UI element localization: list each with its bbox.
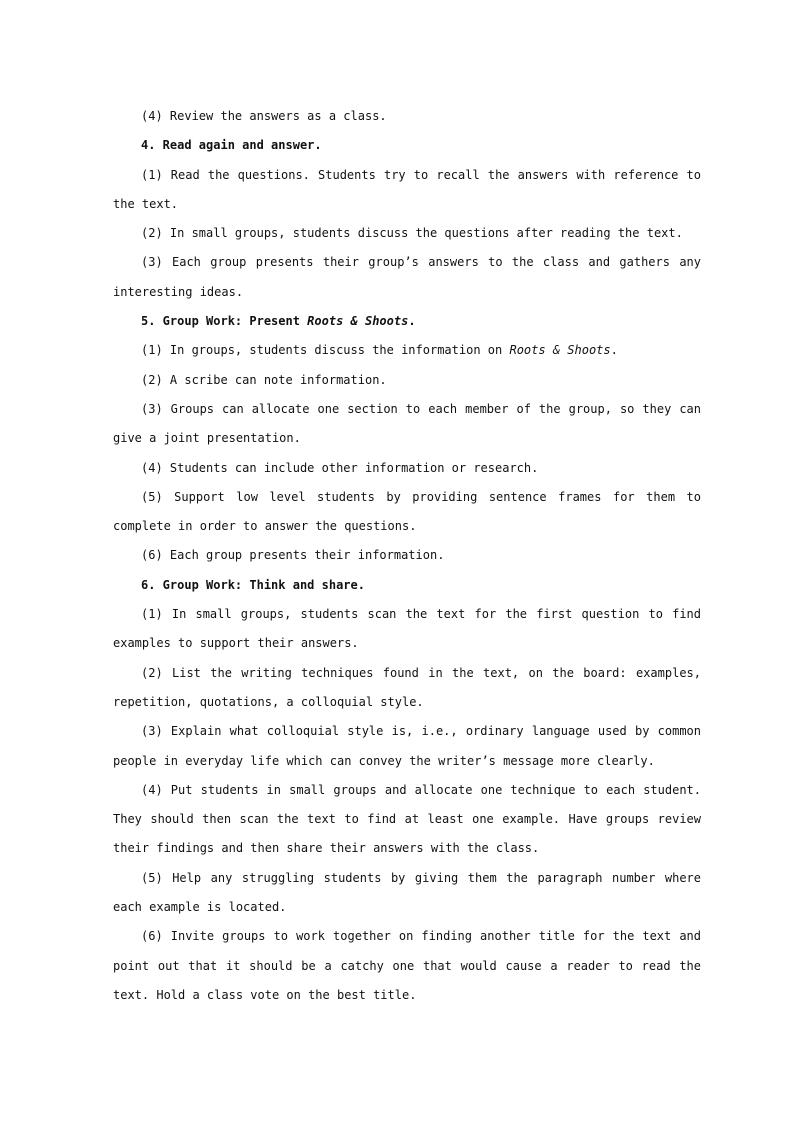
paragraph-scribe: (2) A scribe can note information. [141,372,387,387]
paragraph-period: . [610,343,618,358]
heading-period: . [408,314,416,329]
paragraph-review-answers: (4) Review the answers as a class. [141,109,387,123]
document-body [113,102,701,1010]
section-heading-think-share: 6. Group Work: Think and share. [141,577,365,592]
paragraph-other-information: (4) Students can include other information or research. [141,460,539,475]
paragraph-small-groups-discuss: (2) In small groups, students discuss the questions after reading the text. [141,226,683,241]
paragraph-group-presents: (3) Each group presents their group’s answers to the class and gathers any interesting ideas. [113,255,701,299]
paragraph-each-group-presents: (6) Each group presents their information. [141,548,445,563]
paragraph-italic-title: Roots & Shoots [509,343,611,358]
paragraph-read-questions: (1) Read the questions. Students try to recall the answers with reference to the text. [113,167,701,211]
paragraph-allocate-technique: (4) Put students in small groups and allocate one technique to each student. They should then scan the text to find at least one example. Have groups review their findings and then share their answers with the class. [113,782,701,856]
paragraph-support-low-level: (5) Support low level students by providing sentence frames for them to complete in order to answer the questions. [113,489,701,534]
heading-text: 5. Group Work: Present [141,314,308,329]
heading-italic-title: Roots & Shoots [307,314,409,329]
paragraph-allocate-section: (3) Groups can allocate one section to each member of the group, so they can give a joint presentation. [113,401,701,446]
paragraph-discuss-information [113,336,701,365]
paragraph-text: (1) In groups, students discuss the information on [141,343,510,358]
section-heading-present-roots-shoots [113,307,701,336]
paragraph-writing-techniques: (2) List the writing techniques found in the text, on the board: examples, repetition, quotations, a colloquial style. [113,665,701,709]
paragraph-scan-text: (1) In small groups, students scan the text for the first question to find examples to support their answers. [113,607,701,651]
section-heading-read-again: 4. Read again and answer. [141,138,322,153]
paragraph-help-struggling: (5) Help any struggling students by giving them the paragraph number where each example is located. [113,870,701,915]
paragraph-invite-groups: (6) Invite groups to work together on finding another title for the text and point out that it should be a catchy one that would cause a reader to read the text. Hold a class vote on the best title. [113,929,701,1002]
paragraph-colloquial-style: (3) Explain what colloquial style is, i.e., ordinary language used by common people in everyday life which can convey the writer’s message more clearly. [113,724,701,768]
